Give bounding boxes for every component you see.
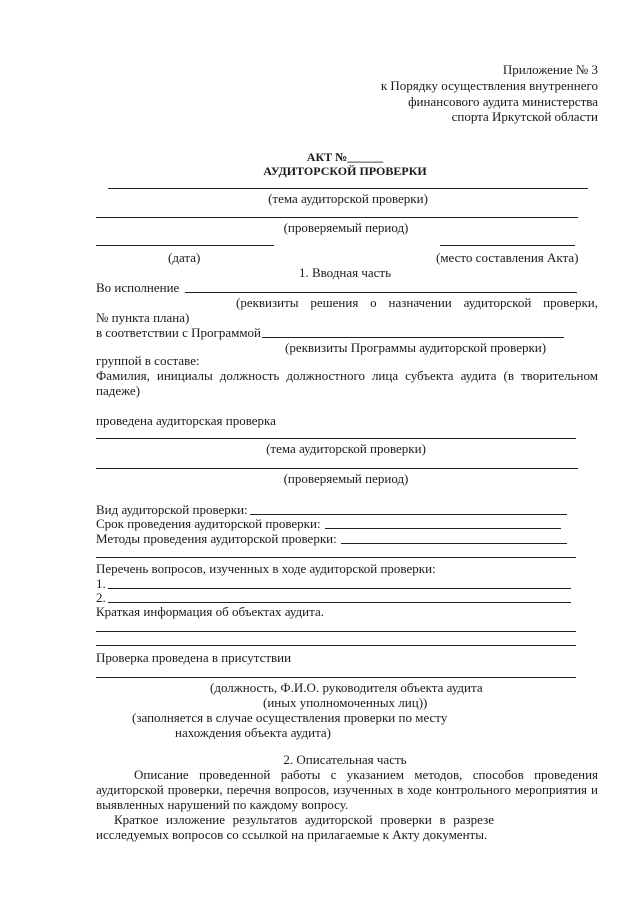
- section2-p2-line-2: исследуемых вопросов со ссылкой на прилагаемые к Акту документы.: [96, 827, 488, 842]
- position-fio-caption: (должность, Ф.И.О. руководителя объекта аудита: [210, 680, 483, 695]
- objects-line-2: [96, 645, 576, 646]
- presence-label: Проверка проведена в присутствии: [96, 650, 292, 665]
- section2-p1-line-1: Описание проведенной работы с указанием методов, способов проведения: [134, 767, 598, 782]
- methods-line: [341, 543, 567, 544]
- objects-line-1: [96, 631, 576, 632]
- methods-label: Методы проведения аудиторской проверки:: [96, 531, 337, 546]
- methods-extra-line: [96, 557, 576, 558]
- fill-note-line-1: (заполняется в случае осуществления проверки по месту: [132, 710, 448, 725]
- period-line: [96, 217, 578, 218]
- question-2-line: [108, 602, 571, 603]
- appendix-line-3: финансового аудита министерства: [408, 94, 598, 109]
- question-1-line: [108, 588, 571, 589]
- fio-caption-line-1: Фамилия, инициалы должность должностного лица субъекта аудита (в творительном: [96, 368, 598, 383]
- act-title: АУДИТОРСКОЙ ПРОВЕРКИ: [263, 164, 427, 178]
- kind-line: [250, 514, 567, 515]
- section1-title: 1. Вводная часть: [298, 265, 392, 280]
- question-1-number: 1.: [96, 576, 106, 591]
- act-number: АКТ №______: [306, 150, 384, 164]
- term-label: Срок проведения аудиторской проверки:: [96, 516, 321, 531]
- date-line: [96, 245, 274, 246]
- section2-p2-line-1: Краткое изложение результатов аудиторской проверки в разрезе: [114, 812, 494, 827]
- topic2-line: [96, 438, 576, 439]
- section2-p1-line-3: выявленных нарушений по каждому вопросу.: [96, 797, 349, 812]
- appendix-line-2: к Порядку осуществления внутреннего: [380, 78, 598, 93]
- presence-line: [96, 677, 576, 678]
- place-line: [440, 245, 575, 246]
- appendix-line-4: спорта Иркутской области: [451, 109, 598, 124]
- topic-line: [108, 188, 588, 189]
- fill-note-line-2: нахождения объекта аудита): [175, 725, 332, 740]
- period2-caption: (проверяемый период): [283, 471, 409, 486]
- execution-line: [185, 292, 577, 293]
- period-caption: (проверяемый период): [283, 220, 409, 235]
- decision-requisites-caption: (реквизиты решения о назначении аудиторской проверки,: [236, 295, 598, 310]
- question-2-number: 2.: [96, 590, 106, 605]
- appendix-line-1: Приложение № 3: [502, 62, 598, 77]
- section2-title: 2. Описательная часть: [283, 752, 407, 767]
- execution-label: Во исполнение: [96, 280, 180, 295]
- program-label: в соответствии с Программой: [96, 325, 262, 340]
- objects-info-label: Краткая информация об объектах аудита.: [96, 604, 324, 619]
- other-persons-caption: (иных уполномоченных лиц)): [263, 695, 428, 710]
- fio-caption-line-2: падеже): [96, 383, 141, 398]
- term-line: [325, 528, 561, 529]
- questions-label: Перечень вопросов, изученных в ходе аудиторской проверки:: [96, 561, 436, 576]
- section2-p1-line-2: аудиторской проверки, перечня вопросов, изученных в ходе контрольного мероприятия и: [96, 782, 598, 797]
- conducted-label: проведена аудиторская проверка: [96, 413, 276, 428]
- plan-item-caption: № пункта плана): [96, 310, 190, 325]
- program-requisites-caption: (реквизиты Программы аудиторской проверки): [285, 340, 547, 355]
- group-label: группой в составе:: [96, 353, 200, 368]
- kind-label: Вид аудиторской проверки:: [96, 502, 248, 517]
- topic2-caption: (тема аудиторской проверки): [266, 441, 426, 456]
- place-caption: (место составления Акта): [436, 250, 579, 265]
- date-caption: (дата): [168, 250, 201, 265]
- program-line: [262, 337, 564, 338]
- period2-line: [96, 468, 578, 469]
- topic-caption: (тема аудиторской проверки): [268, 191, 428, 206]
